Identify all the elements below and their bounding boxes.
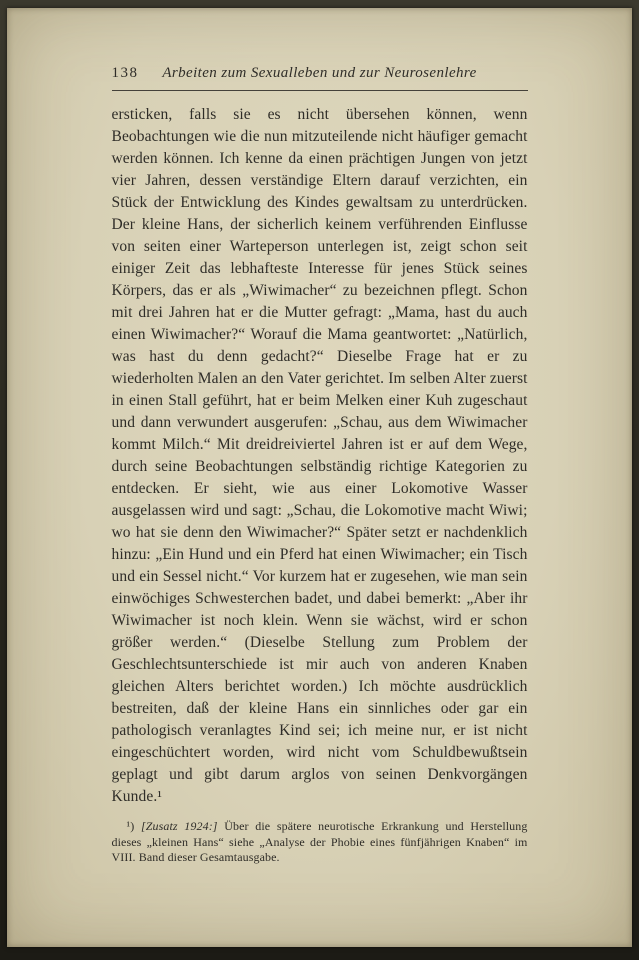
page-number: 138 [111, 65, 139, 81]
footnote-text [112, 819, 528, 866]
book-page [7, 8, 632, 947]
footnote-marker: ¹) [126, 819, 135, 833]
text-block [112, 65, 528, 866]
header-rule [112, 90, 528, 91]
body-paragraph: ersticken, falls sie es nicht übersehen können, wenn Beobachtungen wie die nun mitzuteilende nicht häufiger gemacht werden können. Ich kenne da einen prächtigen Jungen von jetzt vier Jahren, dessen verständige Eltern darauf verzichten, ein Stück der Entwicklung des Kindes gewaltsam zu unterdrücken. Der kleine Hans, der sicherlich keinem verführenden Einflusse von seiten einer Warteperson unterlegen ist, zeigt schon seit einiger Zeit das lebhafteste Interesse für jenes Stück seines Körpers, das er als „Wiwimacher“ zu bezeichnen pflegt. Schon mit drei Jahren hat er die Mutter gefragt: „Mama, hast du auch einen Wiwimacher?“ Worauf die Mama geantwortet: „Natürlich, was hast du denn gedacht?“ Dieselbe Frage hat er zu wiederholten Malen an den Vater gerichtet. Im selben Alter zuerst in einen Stall geführt, hat er beim Melken einer Kuh zugeschaut und dann verwundert ausgerufen: „Schau, aus dem Wiwimacher kommt Milch.“ Mit dreidreiviertel Jahren ist er auf dem Wege, durch seine Beobachtungen selbständig richtige Kategorien zu entdecken. Er sieht, wie aus einer Lokomotive Wasser ausgelassen wird und sagt: „Schau, die Lokomotive macht Wiwi; wo hat sie denn den Wiwimacher?“ Später setzt er nachdenklich hinzu: „Ein Hund und ein Pferd hat einen Wiwimacher; ein Tisch und ein Sessel nicht.“ Vor kurzem hat er zugesehen, wie man sein einwöchiges Schwesterchen badet, und dabei bemerkt: „Aber ihr Wiwimacher ist noch klein. Wenn sie wächst, wird er schon größer werden.“ (Dieselbe Stellung zum Problem der Geschlechtsunterschiede ist mir auch von anderen Knaben gleichen Alters berichtet worden.) Ich möchte ausdrücklich bestreiten, daß der kleine Hans ein sinnliches oder gar ein pathologisch veranlagtes Kind sei; ich meine nur, er ist nicht eingeschüchtert worden, wird nicht vom Schuldbewußtsein geplagt und gibt darum arglos von seinen Denkvorgängen Kunde.¹ [111, 106, 528, 805]
body-text [112, 104, 528, 808]
running-title: Arbeiten zum Sexualleben und zur Neurosenlehre [162, 65, 477, 81]
page-header [112, 65, 528, 86]
footnote-body: Über die spätere neurotische Erkrankung und Herstellung dieses „kleinen Hans“ siehe „Analyse der Phobie eines fünfjährigen Knaben“ im VIII. Band dieser Gesamtausgabe. [111, 819, 528, 864]
footnote [112, 819, 528, 866]
footnote-zusatz-label: [Zusatz 1924:] [140, 819, 218, 833]
